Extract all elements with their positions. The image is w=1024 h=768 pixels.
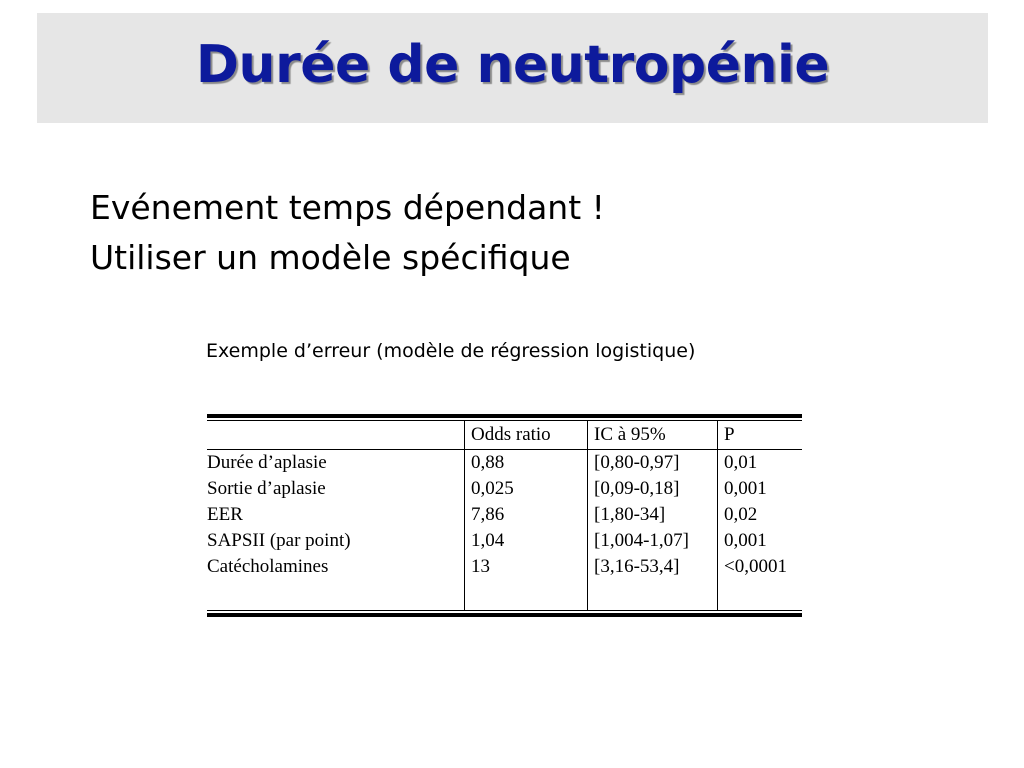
row-odds-ratio: 7,86 xyxy=(465,502,588,528)
bullet-list xyxy=(90,183,605,283)
row-label: Sortie d’aplasie xyxy=(207,478,326,499)
table-bottom-rule xyxy=(207,613,802,617)
row-ci: [1,80-34] xyxy=(588,502,718,528)
row-odds-ratio: 0,025 xyxy=(465,476,588,502)
header-cell-p: P xyxy=(718,421,803,450)
row-ci: [0,09-0,18] xyxy=(588,476,718,502)
row-odds-ratio: 0,88 xyxy=(465,450,588,477)
table-row xyxy=(207,502,802,528)
header-cell-odds-ratio: Odds ratio xyxy=(465,421,588,450)
row-label: Durée d’aplasie xyxy=(207,452,327,473)
slide-title: Durée de neutropénie xyxy=(195,35,830,95)
row-ci: [0,80-0,97] xyxy=(588,450,718,477)
table-bottom-rule-thin xyxy=(207,610,802,611)
table-header-row xyxy=(207,421,802,450)
bullet-item: Evénement temps dépendant ! xyxy=(90,188,605,227)
row-odds-ratio: 13 xyxy=(465,554,588,580)
bullet-item: Utiliser un modèle spécifique xyxy=(90,238,571,277)
row-odds-ratio: 1,04 xyxy=(465,528,588,554)
table-caption: Exemple d’erreur (modèle de régression logistique) xyxy=(206,340,696,362)
row-p: 0,01 xyxy=(718,450,803,477)
row-label: EER xyxy=(207,504,243,525)
title-bar xyxy=(37,13,988,123)
header-cell-label xyxy=(207,421,465,450)
row-p: 0,02 xyxy=(718,502,803,528)
table-row xyxy=(207,554,802,580)
row-p: 0,001 xyxy=(718,528,803,554)
row-p: 0,001 xyxy=(718,476,803,502)
row-p: <0,0001 xyxy=(718,554,803,580)
table-top-rule xyxy=(207,414,802,418)
table-spacer-row xyxy=(207,580,802,610)
table-row xyxy=(207,476,802,502)
table-row xyxy=(207,528,802,554)
row-label: Catécholamines xyxy=(207,556,329,577)
results-table xyxy=(207,414,802,617)
row-label: SAPSII (par point) xyxy=(207,530,351,551)
header-cell-ci: IC à 95% xyxy=(588,421,718,450)
row-ci: [3,16-53,4] xyxy=(588,554,718,580)
row-ci: [1,004-1,07] xyxy=(588,528,718,554)
odds-ratio-table xyxy=(207,421,802,610)
table-row xyxy=(207,450,802,477)
